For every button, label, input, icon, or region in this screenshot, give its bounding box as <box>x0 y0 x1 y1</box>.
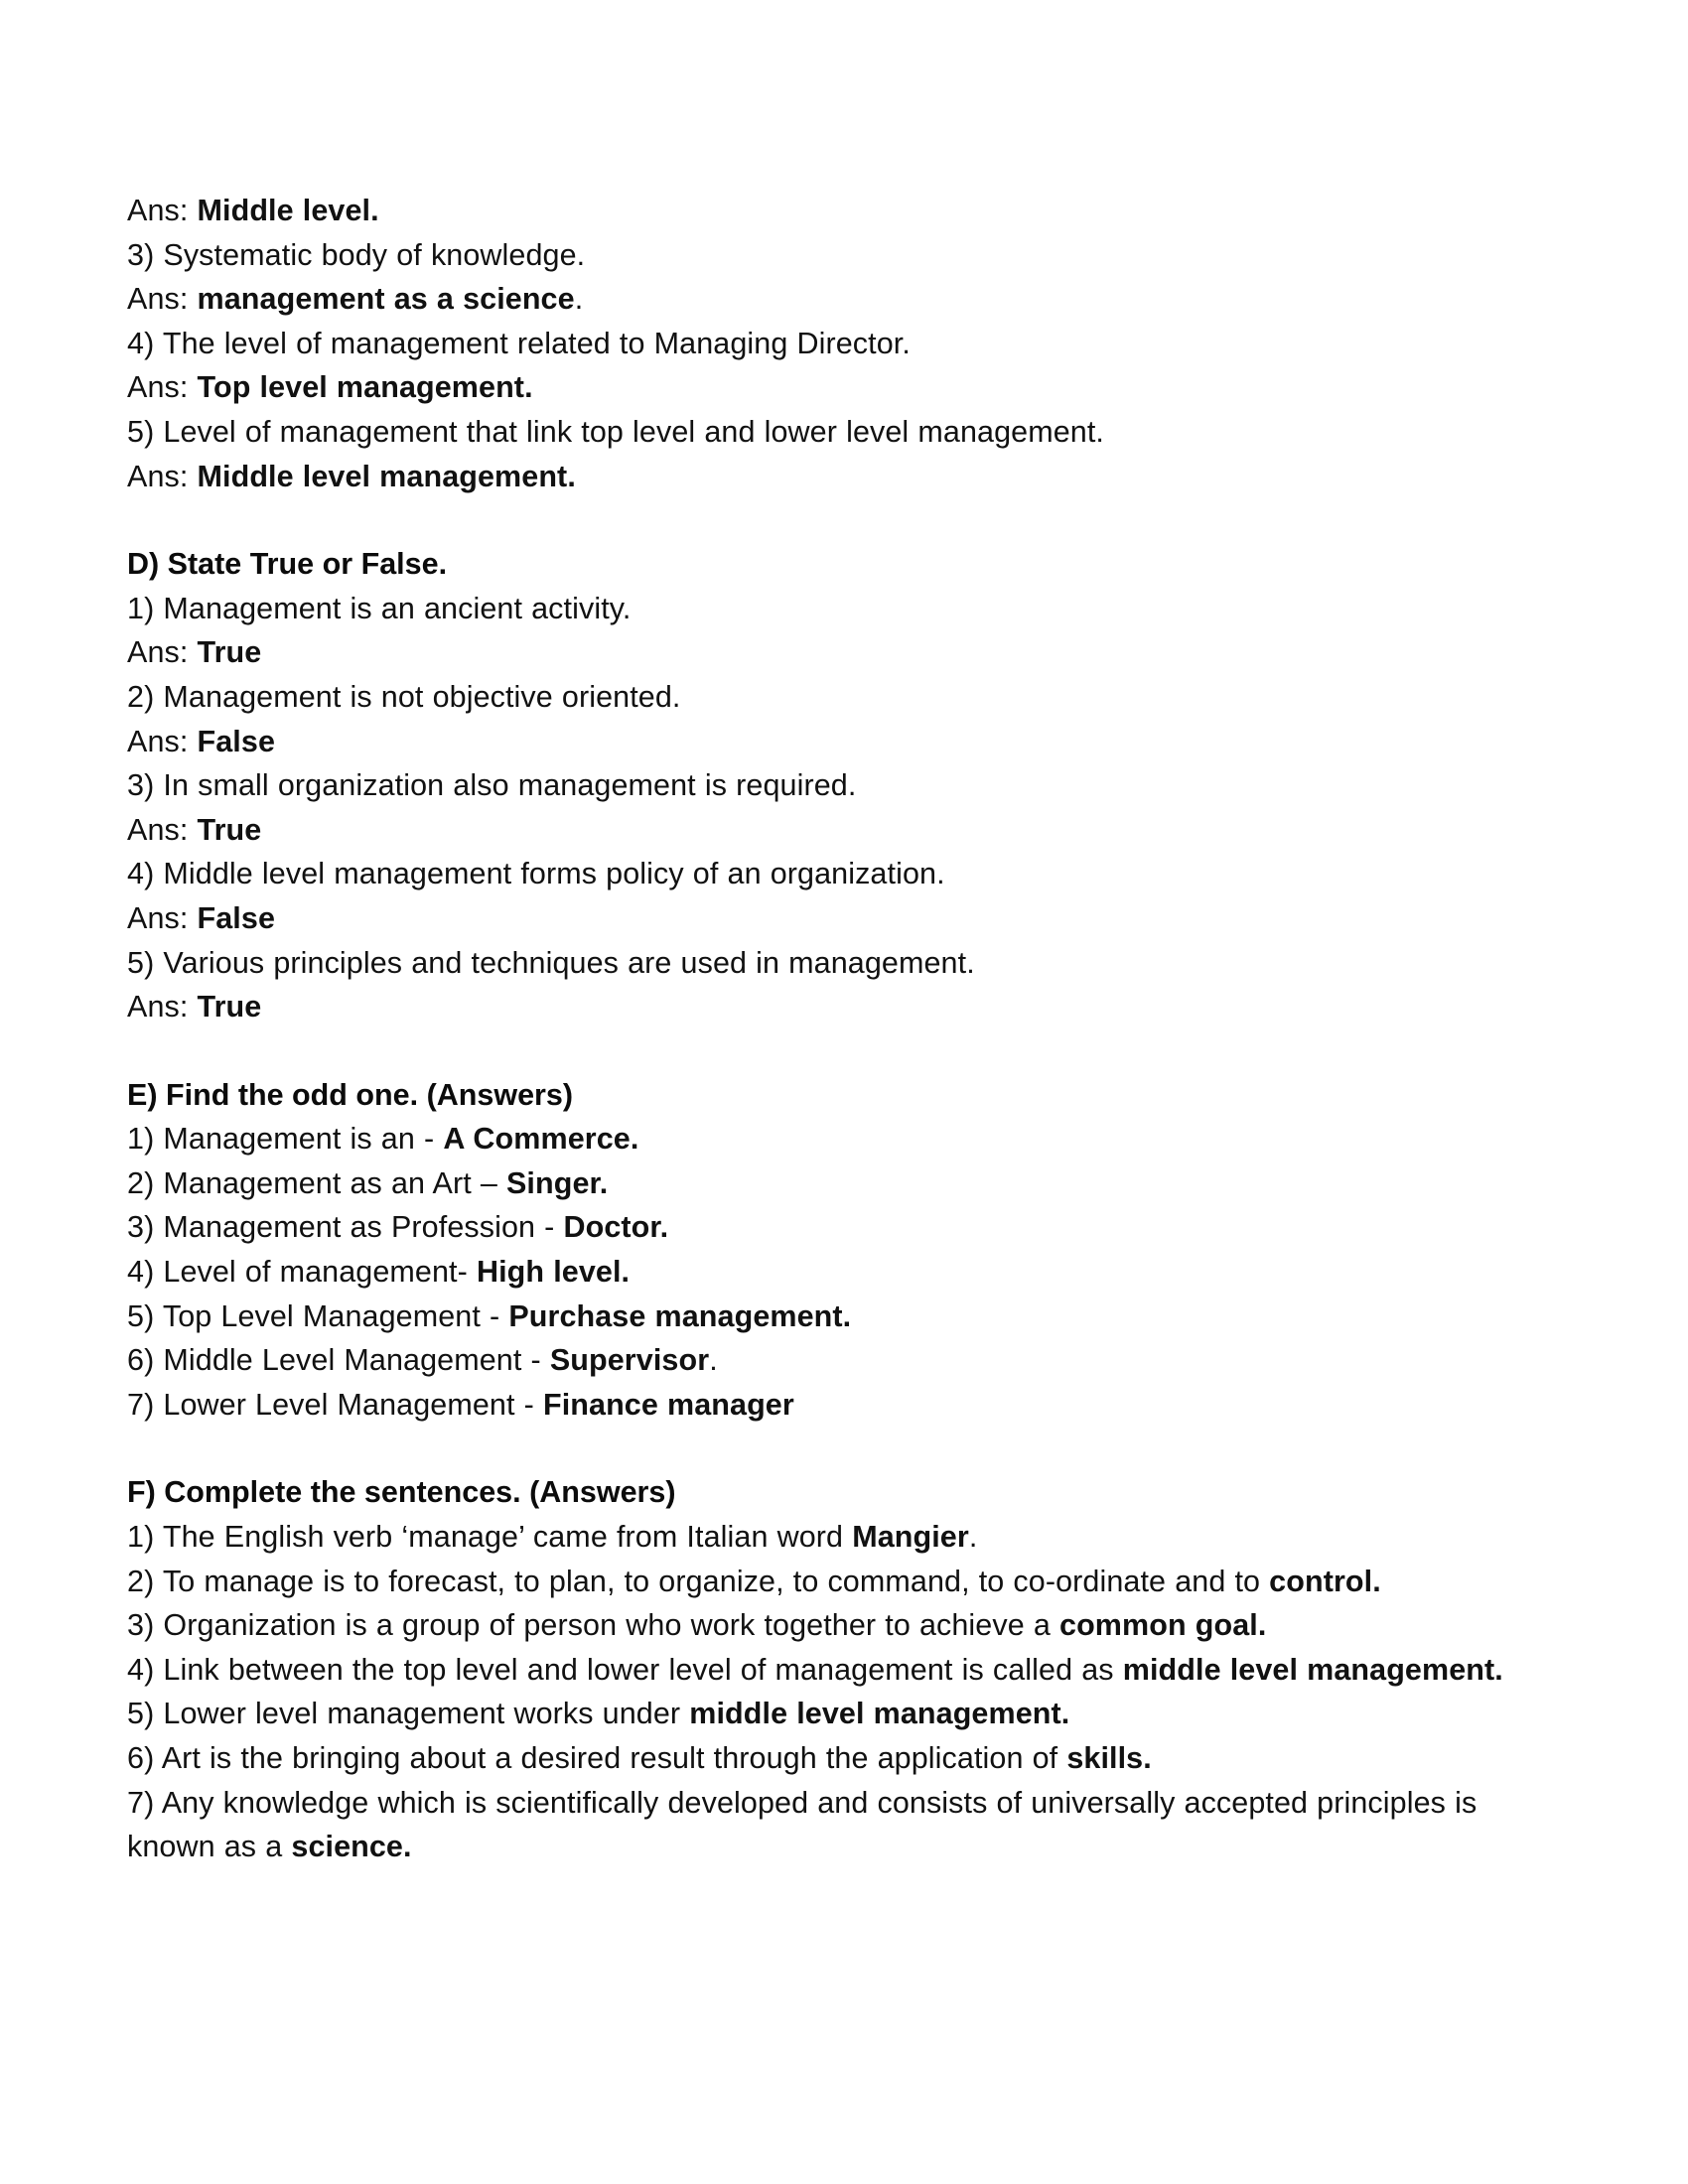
line-answer: Supervisor <box>549 1343 710 1378</box>
line-text: 7) Any knowledge which is scientifically developed and consists of universally accepted principles is known as a <box>127 1785 1477 1864</box>
qa-line <box>127 763 1537 808</box>
section-spacer <box>127 498 1537 542</box>
line-text: 4) Link between the top level and lower level of management is called as <box>127 1652 1123 1687</box>
line-text: Ans: <box>127 990 198 1024</box>
line-answer: middle level management. <box>689 1697 1070 1731</box>
line-answer: True <box>197 990 262 1024</box>
section-d-true-false <box>127 542 1537 1029</box>
qa-line <box>127 630 1537 675</box>
line-text: 3) Organization is a group of person who work together to achieve a <box>127 1608 1059 1643</box>
line-text: Ans: <box>127 635 198 670</box>
qa-line <box>127 941 1537 986</box>
line-text: 6) Art is the bringing about a desired result through the application of <box>127 1741 1067 1775</box>
line-answer: False <box>197 724 276 758</box>
line-answer: control. <box>1269 1564 1381 1598</box>
qa-line <box>127 277 1537 322</box>
qa-line <box>127 1161 1537 1206</box>
line-answer: Singer. <box>505 1165 609 1200</box>
section-spacer <box>127 1029 1537 1073</box>
line-answer: A Commerce. <box>443 1122 639 1157</box>
qa-line <box>127 233 1537 278</box>
line-text: 3) In small organization also management is required. <box>127 768 857 803</box>
qa-line <box>127 896 1537 941</box>
line-text: 1) Management is an ancient activity. <box>127 591 632 625</box>
qa-line <box>127 587 1537 631</box>
section-heading-e: E) Find the odd one. (Answers) <box>127 1077 574 1112</box>
section-heading-f: F) Complete the sentences. (Answers) <box>127 1475 676 1510</box>
qa-line <box>127 1692 1537 1736</box>
line-text: Ans: <box>127 724 198 758</box>
line-text: 3) Management as Profession - <box>127 1210 564 1245</box>
line-text-tail: . <box>574 282 584 317</box>
line-answer: skills. <box>1066 1741 1152 1775</box>
line-text: Ans: <box>127 194 198 227</box>
qa-line <box>127 455 1537 499</box>
line-answer: Middle level management. <box>197 459 576 493</box>
line-answer: False <box>197 900 276 935</box>
qa-line <box>127 1338 1537 1383</box>
qa-line <box>127 852 1537 896</box>
qa-line <box>127 808 1537 853</box>
line-text: 2) Management is not objective oriented. <box>127 679 681 714</box>
line-text: Ans: <box>127 900 198 935</box>
section-spacer <box>127 1427 1537 1470</box>
qa-line <box>127 1603 1537 1648</box>
line-answer: middle level management. <box>1122 1652 1503 1687</box>
line-text: 6) Middle Level Management - <box>127 1343 550 1378</box>
line-answer: True <box>197 635 262 670</box>
section-heading-d: D) State True or False. <box>127 547 448 582</box>
line-answer: Middle level. <box>197 194 379 227</box>
qa-line <box>127 1515 1537 1560</box>
qa-line <box>127 1250 1537 1295</box>
section-f-complete-sentences <box>127 1470 1537 1868</box>
line-text: Ans: <box>127 282 198 317</box>
line-answer: Purchase management. <box>508 1298 852 1333</box>
line-text: 4) Level of management- <box>127 1255 477 1290</box>
qa-line <box>127 1736 1537 1781</box>
line-text: 4) Middle level management forms policy of an organization. <box>127 857 945 891</box>
line-answer: management as a science <box>197 282 575 317</box>
line-text: 5) Lower level management works under <box>127 1697 690 1731</box>
line-text: 4) The level of management related to Managing Director. <box>127 326 911 360</box>
line-text: 1) Management is an - <box>127 1122 444 1157</box>
qa-line <box>127 1781 1537 1869</box>
qa-line <box>127 189 1537 233</box>
line-text: 2) To manage is to forecast, to plan, to organize, to command, to co-ordinate and to <box>127 1564 1270 1598</box>
line-text: 5) Top Level Management - <box>127 1298 509 1333</box>
qa-line <box>127 1205 1537 1250</box>
line-text: 7) Lower Level Management - <box>127 1387 543 1422</box>
line-answer: common goal. <box>1059 1608 1267 1643</box>
line-text-tail: . <box>709 1343 718 1378</box>
line-answer: Finance manager <box>542 1387 794 1422</box>
qa-line <box>127 1648 1537 1693</box>
line-text: Ans: <box>127 370 198 405</box>
line-answer: Top level management. <box>197 370 533 405</box>
document-body <box>127 189 1537 1869</box>
line-text: 3) Systematic body of knowledge. <box>127 237 586 272</box>
line-text: 5) Various principles and techniques are used in management. <box>127 945 975 980</box>
qa-line <box>127 1383 1537 1428</box>
line-text: 1) The English verb ‘manage’ came from Italian word <box>127 1520 853 1555</box>
qa-line <box>127 365 1537 410</box>
line-answer: Mangier <box>852 1520 969 1555</box>
qa-line <box>127 1295 1537 1339</box>
qa-line <box>127 322 1537 366</box>
line-text: Ans: <box>127 812 198 847</box>
line-answer: True <box>197 812 262 847</box>
qa-line <box>127 720 1537 764</box>
qa-line <box>127 1560 1537 1604</box>
line-text: Ans: <box>127 459 198 493</box>
line-text: 5) Level of management that link top level and lower level management. <box>127 414 1104 449</box>
line-answer: High level. <box>476 1255 631 1290</box>
section-c-answers <box>127 189 1537 498</box>
qa-line <box>127 985 1537 1029</box>
section-e-find-odd-one <box>127 1073 1537 1428</box>
line-answer: Doctor. <box>563 1210 669 1245</box>
qa-line <box>127 1117 1537 1161</box>
line-answer: science. <box>291 1830 412 1864</box>
line-text-tail: . <box>968 1520 978 1555</box>
qa-line <box>127 410 1537 455</box>
qa-line <box>127 675 1537 720</box>
line-text: 2) Management as an Art – <box>127 1165 506 1200</box>
